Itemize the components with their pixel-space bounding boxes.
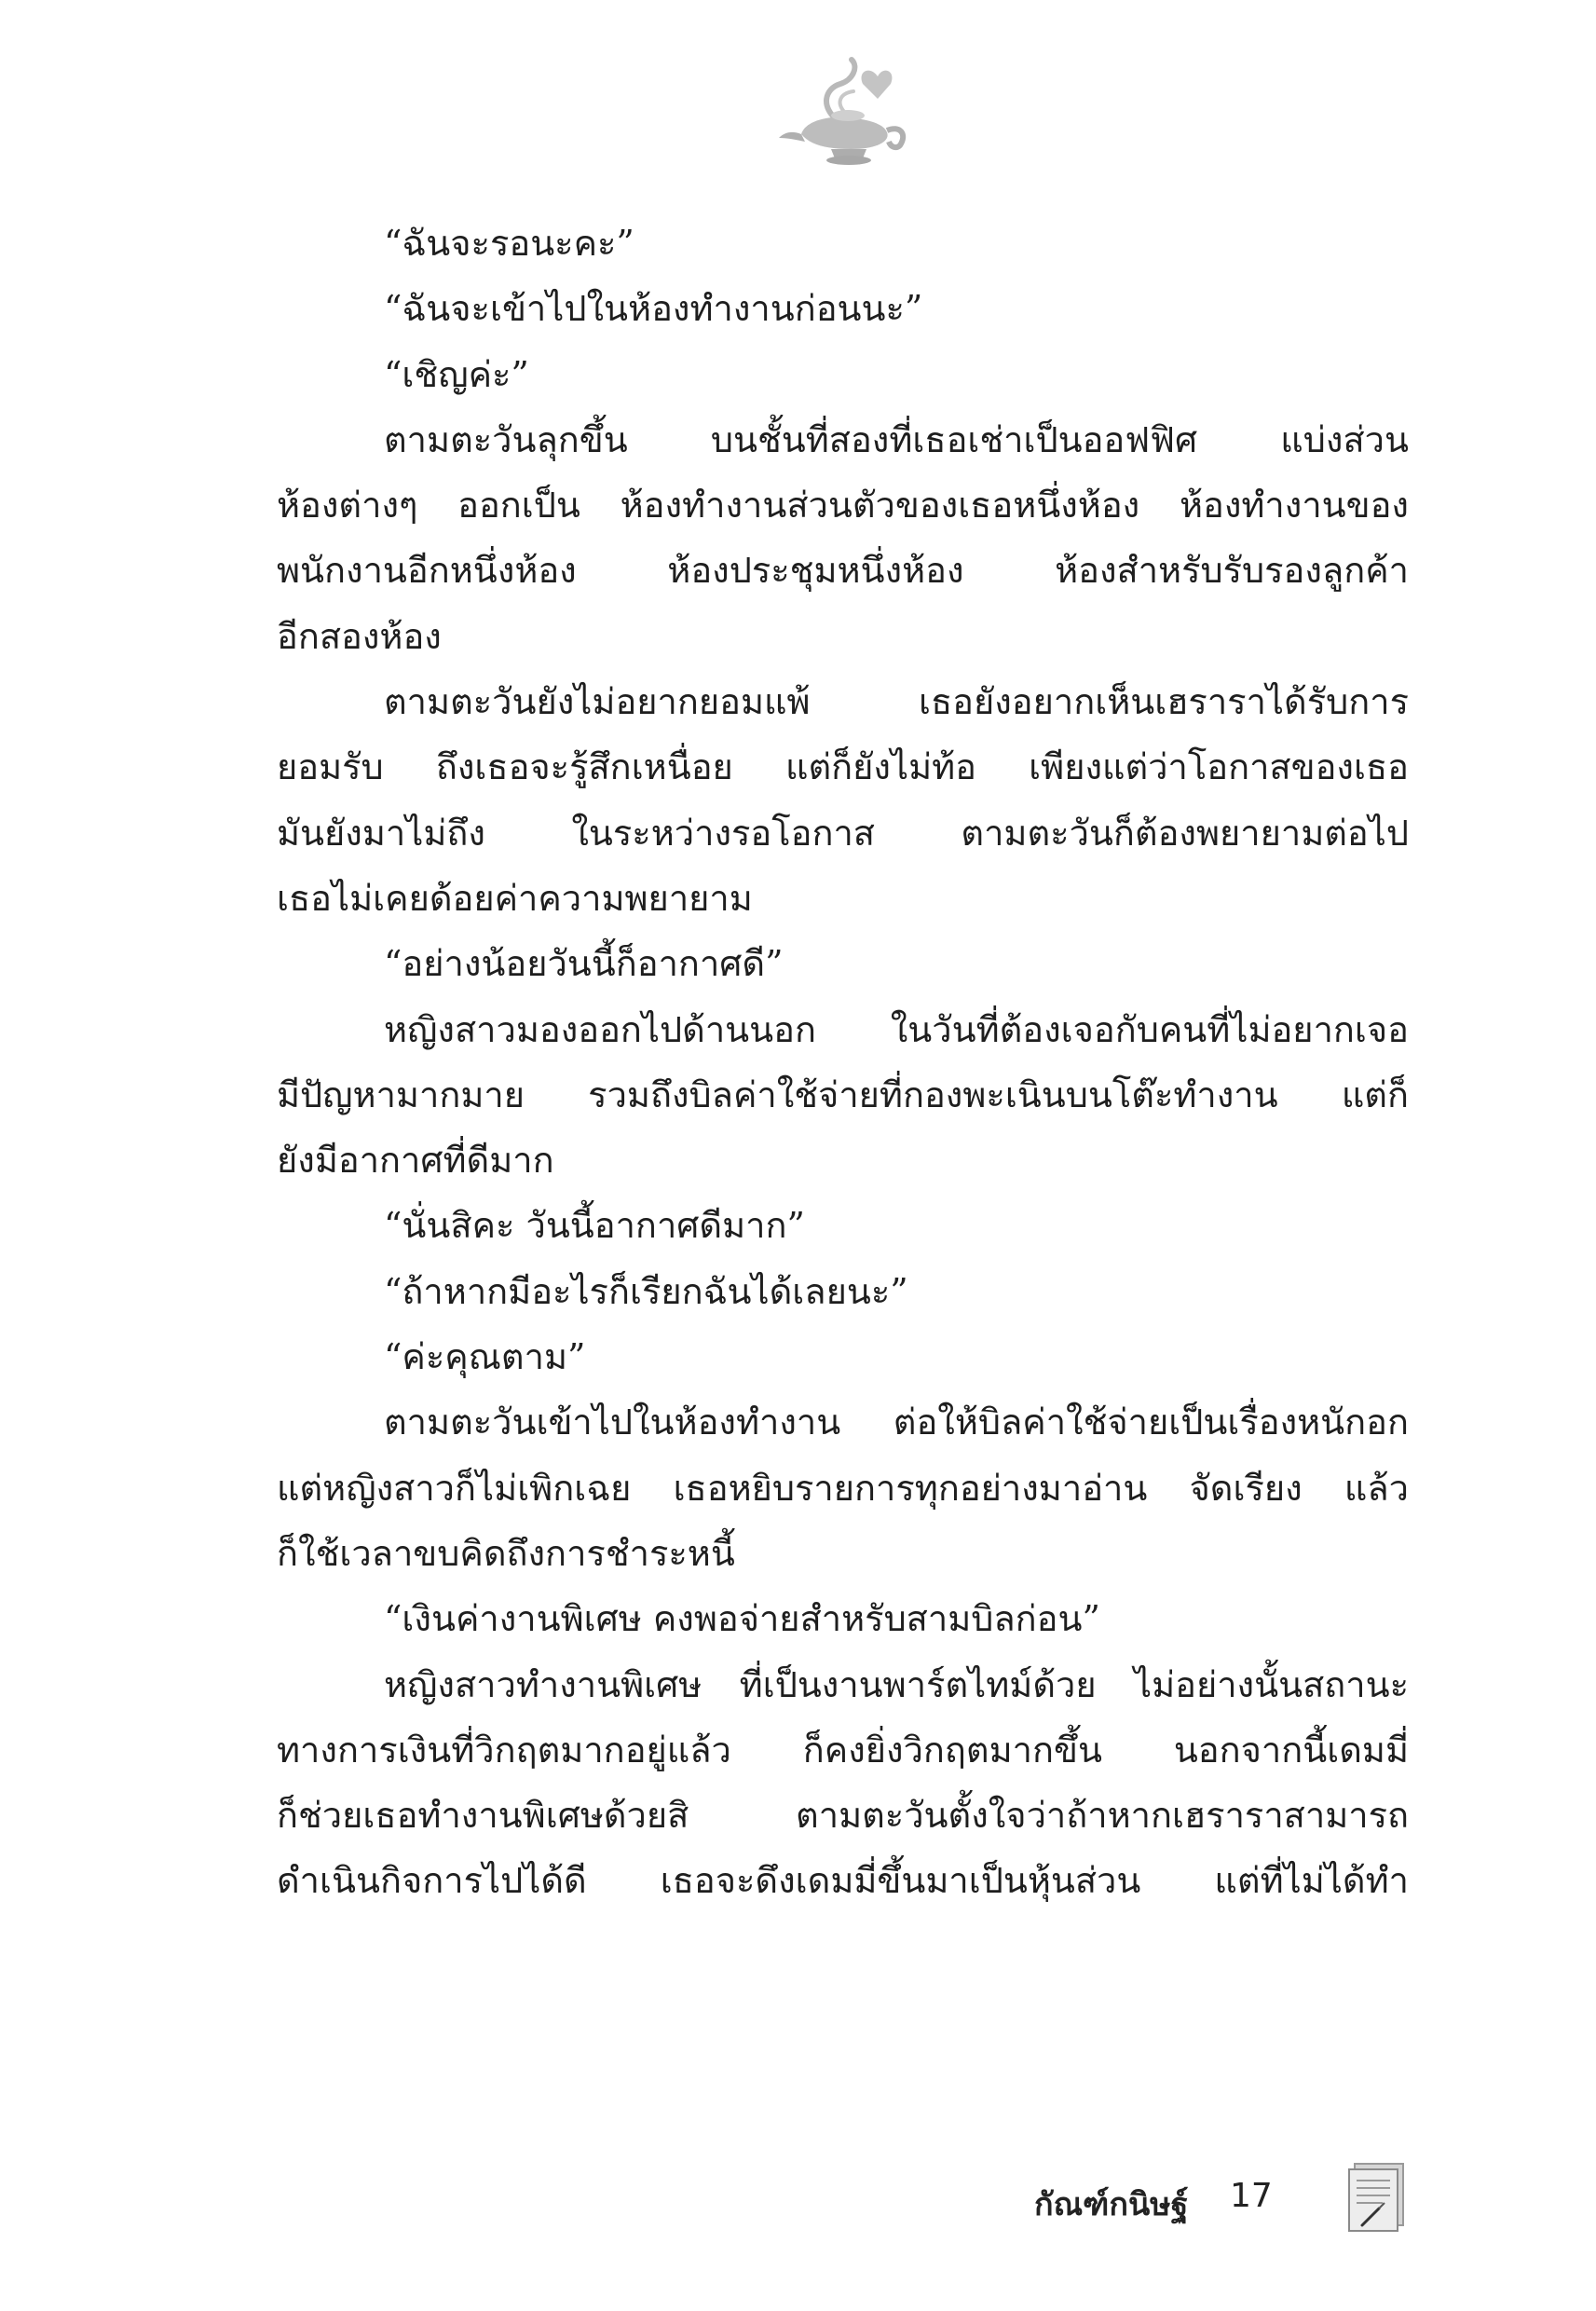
text-line: ทางการเงินที่วิกฤตมากอยู่แล้ว ก็คงยิ่งวิกฤตมากขึ้น นอกจากนี้เดมมี่ [277,1729,1409,1771]
text-line: หญิงสาวทำงานพิเศษ ที่เป็นงานพาร์ตไทม์ด้วย ไม่อย่างนั้นสถานะ [384,1663,1409,1705]
text-line: ยังมีอากาศที่ดีมาก [277,1140,554,1182]
text-line: “เชิญค่ะ” [384,353,529,395]
text-line: ห้องต่างๆ ออกเป็น ห้องทำงานส่วนตัวของเธอหนึ่งห้อง ห้องทำงานของ [277,485,1409,526]
text-line: ตามตะวันลุกขึ้น บนชั้นที่สองที่เธอเช่าเป็นออฟฟิศ แบ่งส่วน [384,418,1409,460]
text-line: “นั่นสิคะ วันนี้อากาศดีมาก” [384,1205,805,1247]
text-line: “ถ้าหากมีอะไรก็เรียกฉันได้เลยนะ” [384,1270,908,1312]
document-pen-icon [1342,2160,1416,2235]
text-line: “เงินค่างานพิเศษ คงพอจ่ายสำหรับสามบิลก่อน” [384,1598,1100,1640]
text-line: หญิงสาวมองออกไปด้านนอก ในวันที่ต้องเจอกับคนที่ไม่อยากเจอ [384,1008,1409,1050]
text-line: ดำเนินกิจการไปได้ดี เธอจะดึงเดมมี่ขึ้นมาเป็นหุ้นส่วน แต่ที่ไม่ได้ทำ [277,1860,1409,1902]
text-line: “ค่ะคุณตาม” [384,1336,586,1378]
text-line: มีปัญหามากมาย รวมถึงบิลค่าใช้จ่ายที่กองพะเนินบนโต๊ะทำงาน แต่ก็ [277,1073,1409,1115]
body-text [277,211,1409,1914]
text-line: พนักงานอีกหนึ่งห้อง ห้องประชุมหนึ่งห้อง ห้องสำหรับรับรองลูกค้า [277,550,1409,592]
text-line: ก็ช่วยเธอทำงานพิเศษด้วยสิ ตามตะวันตั้งใจว่าถ้าหากเฮราราสามารถ [277,1795,1409,1837]
book-title: กัณฑ์กนิษฐ์ [1034,2186,1189,2223]
text-line: “ฉันจะเข้าไปในห้องทำงานก่อนนะ” [384,288,923,330]
page-number: 17 [1230,2177,1273,2215]
page-footer [1034,2160,1425,2235]
text-line: อีกสองห้อง [277,615,442,657]
text-line: ตามตะวันยังไม่อยากยอมแพ้ เธอยังอยากเห็นเฮราราได้รับการ [384,681,1409,723]
text-line: แต่หญิงสาวก็ไม่เพิกเฉย เธอหยิบรายการทุกอย่างมาอ่าน จัดเรียง แล้ว [277,1467,1409,1509]
text-line: “ฉันจะรอนะคะ” [384,223,634,264]
text-line: “อย่างน้อยวันนี้ก็อากาศดี” [384,943,784,985]
text-line: ก็ใช้เวลาขบคิดถึงการชำระหนี้ [277,1532,735,1574]
text-line: ตามตะวันเข้าไปในห้องทำงาน ต่อให้บิลค่าใช้จ่ายเป็นเรื่องหนักอก [384,1402,1409,1443]
text-line: ยอมรับ ถึงเธอจะรู้สึกเหนื่อย แต่ก็ยังไม่ท้อ เพียงแต่ว่าโอกาสของเธอ [277,746,1409,788]
text-line: มันยังมาไม่ถึง ในระหว่างรอโอกาส ตามตะวันก็ต้องพยายามต่อไป [277,812,1409,854]
genie-lamp-icon [773,56,913,168]
text-line: เธอไม่เคยด้อยค่าความพยายาม [277,877,753,919]
